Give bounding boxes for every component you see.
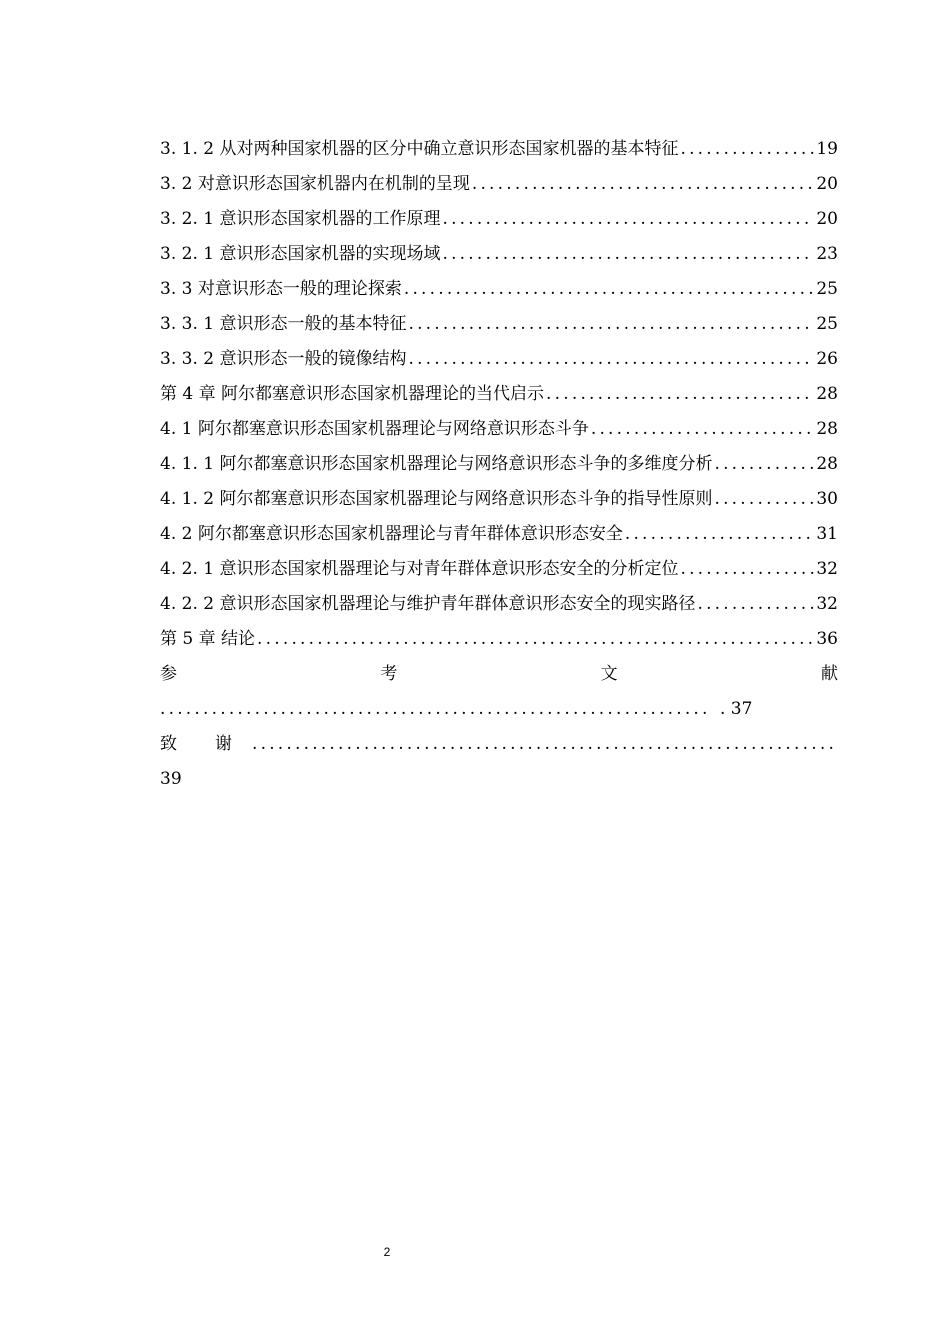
toc-entry-label: 3. 2. 1 意识形态国家机器的工作原理 [160, 209, 441, 229]
dot-leader [442, 205, 814, 233]
references-page-number: . 37 [720, 699, 753, 719]
references-char-2: 考 [380, 664, 398, 684]
toc-entry-label: 4. 2. 1 意识形态国家机器理论与对青年群体意识形态安全的分析定位 [160, 559, 679, 579]
toc-entry-page-number: 20 [816, 209, 838, 229]
toc-entry-label: 3. 3. 2 意识形态一般的镜像结构 [160, 349, 407, 369]
toc-entry[interactable] [160, 310, 838, 345]
acknowledgements-page-number: 39 [160, 769, 182, 789]
toc-entry[interactable] [160, 275, 838, 310]
toc-entry-label: 第 4 章 阿尔都塞意识形态国家机器理论的当代启示 [160, 384, 545, 404]
references-char-1: 参 [160, 664, 177, 684]
toc-entry-label: 4. 1 阿尔都塞意识形态国家机器理论与网络意识形态斗争 [160, 419, 589, 439]
toc-entry[interactable] [160, 240, 838, 275]
table-of-contents [160, 135, 838, 800]
dot-leader [697, 590, 814, 618]
toc-entry-page-number: 31 [816, 524, 838, 544]
toc-entry-label: 3. 3 对意识形态一般的理论探索 [160, 279, 402, 299]
dot-leader [252, 730, 838, 758]
toc-entry[interactable] [160, 625, 838, 660]
acknowledgements-char-2: 谢 [215, 734, 232, 754]
toc-entry-page-number: 30 [816, 489, 838, 509]
toc-entry-label: 第 5 章 结论 [160, 629, 256, 649]
toc-entry[interactable] [160, 135, 838, 170]
toc-entry-page-number: 25 [816, 314, 838, 334]
toc-entry[interactable] [160, 380, 838, 415]
toc-entry-page-number: 28 [816, 454, 838, 474]
dot-leader [625, 520, 815, 548]
dot-leader [714, 450, 814, 478]
references-char-4: 献 [820, 664, 838, 684]
toc-entry-page-number: 20 [816, 174, 838, 194]
toc-entry-label: 4. 1. 1 阿尔都塞意识形态国家机器理论与网络意识形态斗争的多维度分析 [160, 454, 713, 474]
dot-leader [680, 555, 814, 583]
references-leader-line [160, 695, 838, 730]
toc-entry[interactable] [160, 555, 838, 590]
dot-leader [160, 695, 708, 723]
toc-entry-label: 3. 2 对意识形态国家机器内在机制的呈现 [160, 174, 470, 194]
toc-entry[interactable] [160, 450, 838, 485]
toc-entry-page-number: 23 [816, 244, 838, 264]
dot-leader [408, 345, 814, 373]
toc-entry-label: 3. 1. 2 从对两种国家机器的区分中确立意识形态国家机器的基本特征 [160, 139, 679, 159]
toc-entry[interactable] [160, 415, 838, 450]
toc-entry-label: 3. 2. 1 意识形态国家机器的实现场域 [160, 244, 441, 264]
toc-entry-label: 4. 2. 2 意识形态国家机器理论与维护青年群体意识形态安全的现实路径 [160, 594, 696, 614]
toc-entry[interactable] [160, 345, 838, 380]
toc-entry[interactable] [160, 485, 838, 520]
dot-leader [546, 380, 814, 408]
toc-entry[interactable] [160, 520, 838, 555]
toc-entry-label: 3. 3. 1 意识形态一般的基本特征 [160, 314, 407, 334]
dot-leader [404, 275, 815, 303]
toc-entry-page-number: 32 [816, 559, 838, 579]
toc-entry[interactable] [160, 170, 838, 205]
references-char-3: 文 [600, 664, 618, 684]
dot-leader [714, 485, 814, 513]
dot-leader [472, 170, 815, 198]
dot-leader [408, 310, 814, 338]
toc-entries [160, 135, 838, 660]
toc-entry-page-number: 26 [816, 349, 838, 369]
dot-leader [257, 625, 814, 653]
toc-entry-page-number: 19 [816, 139, 838, 159]
toc-entry-page-number: 28 [816, 384, 838, 404]
toc-entry-page-number: 36 [816, 629, 838, 649]
toc-entry-label: 4. 2 阿尔都塞意识形态国家机器理论与青年群体意识形态安全 [160, 524, 623, 544]
acknowledgements-page-line [160, 765, 838, 800]
page-number: 2 [383, 1245, 391, 1259]
toc-entry-page-number: 28 [816, 419, 838, 439]
dot-leader [680, 135, 814, 163]
toc-entry[interactable] [160, 205, 838, 240]
toc-entry-page-number: 32 [816, 594, 838, 614]
dot-leader [591, 415, 815, 443]
references-heading[interactable] [160, 660, 838, 695]
toc-entry[interactable] [160, 590, 838, 625]
dot-leader [442, 240, 814, 268]
toc-entry-page-number: 25 [816, 279, 838, 299]
acknowledgements-char-1: 致 [160, 734, 177, 754]
toc-entry-label: 4. 1. 2 阿尔都塞意识形态国家机器理论与网络意识形态斗争的指导性原则 [160, 489, 713, 509]
acknowledgements-heading[interactable] [160, 730, 838, 765]
